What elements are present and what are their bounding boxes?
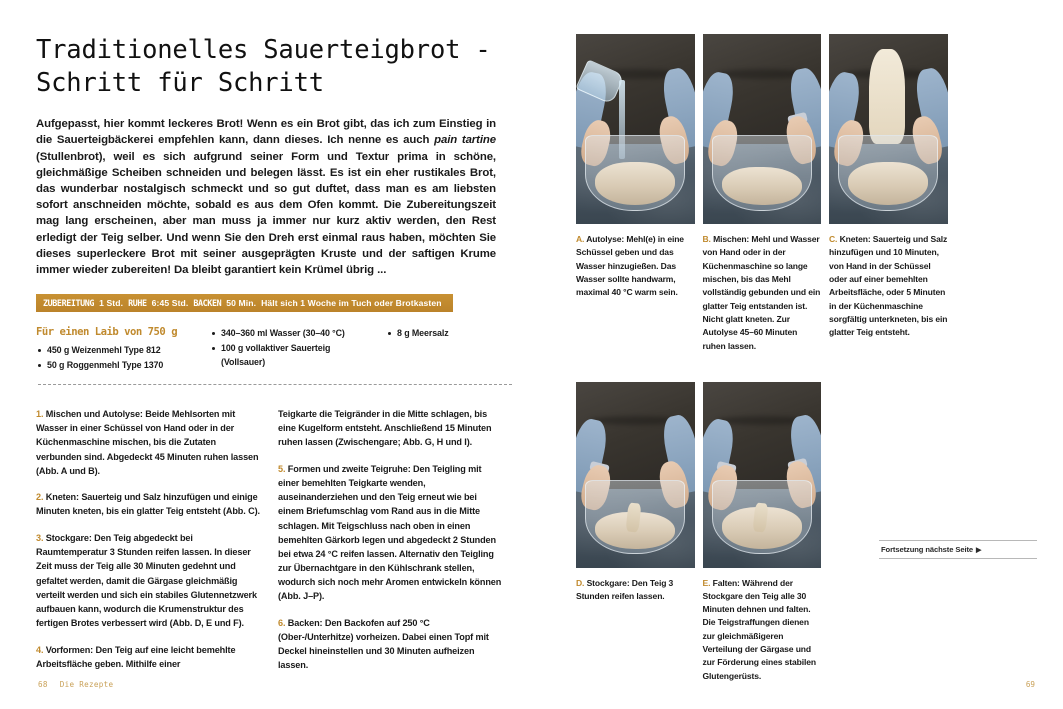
step-number: 6. — [278, 617, 286, 628]
right-page — [534, 0, 1063, 709]
step-item — [36, 643, 260, 671]
intro-italic-term: pain tartine — [434, 134, 496, 147]
caption-title: Stockgare: — [584, 577, 630, 588]
ingredient-item: 450 g Weizenmehl Type 812 — [36, 343, 204, 357]
left-folio — [38, 680, 113, 689]
ingredient-item: 8 g Meersalz — [386, 326, 496, 340]
caption-title: Mischen: — [710, 234, 750, 244]
caption-letter: D. — [576, 577, 585, 588]
step-item — [278, 462, 502, 603]
photo-cell-empty — [829, 382, 948, 692]
photo-row-spacer — [576, 362, 1037, 382]
photo-stockgare — [576, 382, 695, 568]
continuation-label: Fortsetzung nächste Seite — [881, 545, 974, 554]
bake-value: 50 Min. — [226, 298, 257, 309]
caption-body: Mehl(e) in eine Schüssel geben und das Wasser hinzugießen. Das Wasser sollte handwarm, maximal 40 °C warm sein. — [576, 234, 684, 298]
photo-caption-a — [576, 233, 695, 300]
step-body: Beide Mehlsorten mit Wasser in einer Schüssel von Hand oder in der Küchenmaschine mischen, bis die Zutaten verbunden sind. Abgedeckt 45 Minuten ruhen lassen (Abb. A und B). — [36, 409, 259, 476]
photo-cell-e — [703, 382, 822, 692]
step-title: Formen und zweite Teigruhe: — [287, 464, 411, 475]
step-number: 3. — [36, 533, 44, 544]
page-number-left: 68 — [38, 680, 48, 689]
photo-artwork — [576, 34, 695, 224]
arrow-right-icon: ▶ — [976, 547, 982, 554]
ingredient-item: 340–360 ml Wasser (30–40 °C) — [210, 326, 380, 340]
caption-letter: A. — [576, 234, 585, 244]
caption-title: Autolyse: — [584, 234, 625, 244]
caption-body: Sauerteig und Salz hinzufügen und 10 Minuten, von Hand in der Schüssel oder auf einer bemehlten Arbeitsfläche, oder 5 Minuten in der Küchenmaschine sorgfältig unterkneten, bis ein glatter Teig entsteht. — [829, 234, 948, 338]
ingredients-section — [36, 326, 502, 372]
photo-row-bottom — [576, 382, 1037, 692]
photo-falten — [703, 382, 822, 568]
step-title: Stockgare: — [45, 533, 92, 544]
caption-title: Falten: — [710, 577, 740, 588]
step-number: 4. — [36, 644, 44, 655]
step-title: Backen: — [287, 617, 323, 628]
prep-value: 1 Std. — [99, 298, 124, 309]
step-number: 2. — [36, 492, 44, 503]
photo-kneten — [829, 34, 948, 224]
bake-label: BACKEN — [193, 298, 222, 309]
step-number: 1. — [36, 409, 44, 420]
ingredient-item: 50 g Roggenmehl Type 1370 — [36, 358, 204, 372]
caption-body: Während der Stockgare den Teig alle 30 Minuten dehnen und falten. Die Teigstraffungen dienen zur gleichmäßigeren Verteilung der Gärgase und zur Förderung eines stabilen Glutengerüsts. — [702, 577, 816, 681]
photo-artwork — [576, 382, 695, 568]
ingredient-subnote: (Vollsauer) — [221, 357, 266, 367]
step-body: Teigkarte die Teigränder in die Mitte schlagen, bis eine Kugelform entsteht. Anschließend 15 Minuten ruhen lassen (Zwischengare; Abb. G, H und I). — [278, 409, 492, 448]
photo-caption-d — [576, 577, 695, 604]
step-number: 5. — [278, 464, 286, 475]
ingredients-column-3 — [386, 326, 496, 372]
intro-text-part-1: Aufgepasst, hier kommt leckeres Brot! Wenn es ein Brot gibt, das ich zum Einstieg in die Sauerteigbäckerei empfehlen kann, dann dieses. Ich nenne es auch — [36, 118, 496, 147]
photo-artwork — [703, 382, 822, 568]
ingredients-column-1 — [36, 326, 204, 372]
ingredients-list-2 — [210, 326, 380, 369]
ingredients-column-2 — [210, 326, 380, 372]
step-body: Den Backofen auf 250 °C (Ober-/Unterhitze) vorheizen. Dabei einen Topf mit Deckel hineinstellen und 30 Minuten aufheizen lassen. — [278, 617, 489, 671]
intro-text-part-2: (Stullenbrot), weil es sich aufgrund seiner Form und Textur prima in schöne, gleichmäßige Scheiben schneiden und belegen lässt. Es ist ein eher rustikales Brot, das wunderbar nostalgisch schmeckt und so gut duftet, dass man es am liebsten sofort anschneiden möchte, sobald es aus dem Ofen kommt. Die Zubereitungszeit mag lang erscheinen, aber man muss ja immer nur kurz aktiv werden, den Rest erledigt der Teig selber. Und wenn Sie den Dreh erst einmal raus haben, möchten Sie dieses superleckere Brot mit seiner ausgeprägten Kruste und der saftigen Krume immer wieder zubereiten! Da bleibt garantiert kein Krümel übrig ... — [36, 150, 496, 276]
ingredient-item: 100 g vollaktiver Sauerteig — [210, 341, 380, 355]
photo-caption-e — [703, 577, 822, 684]
caption-title: Kneten: — [837, 234, 871, 244]
title-line-2: Schritt für Schritt — [36, 68, 324, 99]
photo-caption-b — [703, 233, 822, 353]
rest-label: RUHE — [128, 298, 147, 309]
preparation-steps — [36, 398, 502, 673]
step-title: Mischen und Autolyse: — [45, 409, 143, 420]
timing-banner — [36, 294, 453, 312]
photo-cell-b — [703, 34, 822, 362]
step-body: Den Teigling mit einer bemehlten Teigkarte wenden, auseinanderziehen und den Teig erneut wie bei einem Briefumschlag vom Rand aus in die Mitte schlagen. Mit Teigschluss nach oben in einen bemehlten Gärkorb legen und abgedeckt 2 Stunden bei etwa 24 °C reifen lassen. Alternativ den Teigling zur Übernachtgare in den Kühlschrank stellen, wodurch sich noch mehr Aromen entwickeln können (Abb. J–P). — [278, 464, 502, 602]
page-number-right: 69 — [1025, 680, 1035, 689]
storage-note: Hält sich 1 Woche im Tuch oder Brotkasten — [261, 298, 442, 309]
caption-letter: C. — [829, 234, 838, 244]
step-item — [36, 407, 260, 478]
steps-column-1 — [36, 398, 260, 673]
step-item — [36, 490, 260, 518]
intro-paragraph — [36, 116, 496, 278]
section-name: Die Rezepte — [59, 680, 114, 689]
caption-letter: B. — [702, 234, 711, 244]
ingredients-list-3 — [386, 326, 496, 340]
continuation-note — [879, 540, 1037, 559]
photo-cell-a — [576, 34, 695, 362]
rest-value: 6:45 Std. — [151, 298, 189, 309]
ingredients-heading: Für einen Laib von 750 g — [36, 326, 178, 339]
page-title — [36, 34, 502, 100]
step-item — [278, 616, 502, 673]
ingredients-list-1 — [36, 343, 204, 372]
photo-row-top — [576, 34, 1037, 362]
prep-label: ZUBEREITUNG — [43, 298, 95, 309]
photo-cell-c — [829, 34, 948, 362]
caption-letter: E. — [702, 577, 711, 588]
photo-artwork — [703, 34, 822, 224]
step-item — [36, 531, 260, 630]
step-body: Sauerteig und Salz hinzufügen und einige Minuten kneten, bis ein glatter Teig entsteht (Abb. C). — [36, 492, 260, 517]
caption-body: Den Teig 3 Stunden reifen lassen. — [576, 577, 674, 601]
photo-cell-d — [576, 382, 695, 692]
step-item-continued — [278, 407, 502, 449]
step-body: Den Teig abgedeckt bei Raumtemperatur 3 Stunden reifen lassen. In dieser Zeit muss der Teig alle 30 Minuten gedehnt und gefaltet werden, damit die Gärgase gleichmäßig verteilt werden und sich ein stabiles Glutennetzwerk aufbauen kann, wodurch die Krumenstruktur des fertigen Brotes verbessert wird (Abb. D, E und F). — [36, 533, 257, 628]
photo-mischen — [703, 34, 822, 224]
title-line-1: Traditionelles Sauerteigbrot - — [36, 35, 491, 65]
step-title: Kneten: — [45, 492, 79, 503]
section-divider — [38, 384, 512, 385]
photo-autolyse — [576, 34, 695, 224]
caption-body: Mehl und Wasser von Hand oder in der Küchenmaschine so lange mischen, bis das Mehl vollständig gebunden und ein glatter Teig entstanden ist. Nicht glatt kneten. Zur Autolyse 45–60 Minuten ruhen lassen. — [702, 234, 821, 351]
steps-column-2 — [278, 398, 502, 673]
photo-artwork — [829, 34, 948, 224]
photo-caption-c — [829, 233, 948, 340]
step-body: Den Teig auf eine leicht bemehlte Arbeitsfläche geben. Mithilfe einer — [36, 644, 236, 669]
step-title: Vorformen: — [45, 644, 94, 655]
